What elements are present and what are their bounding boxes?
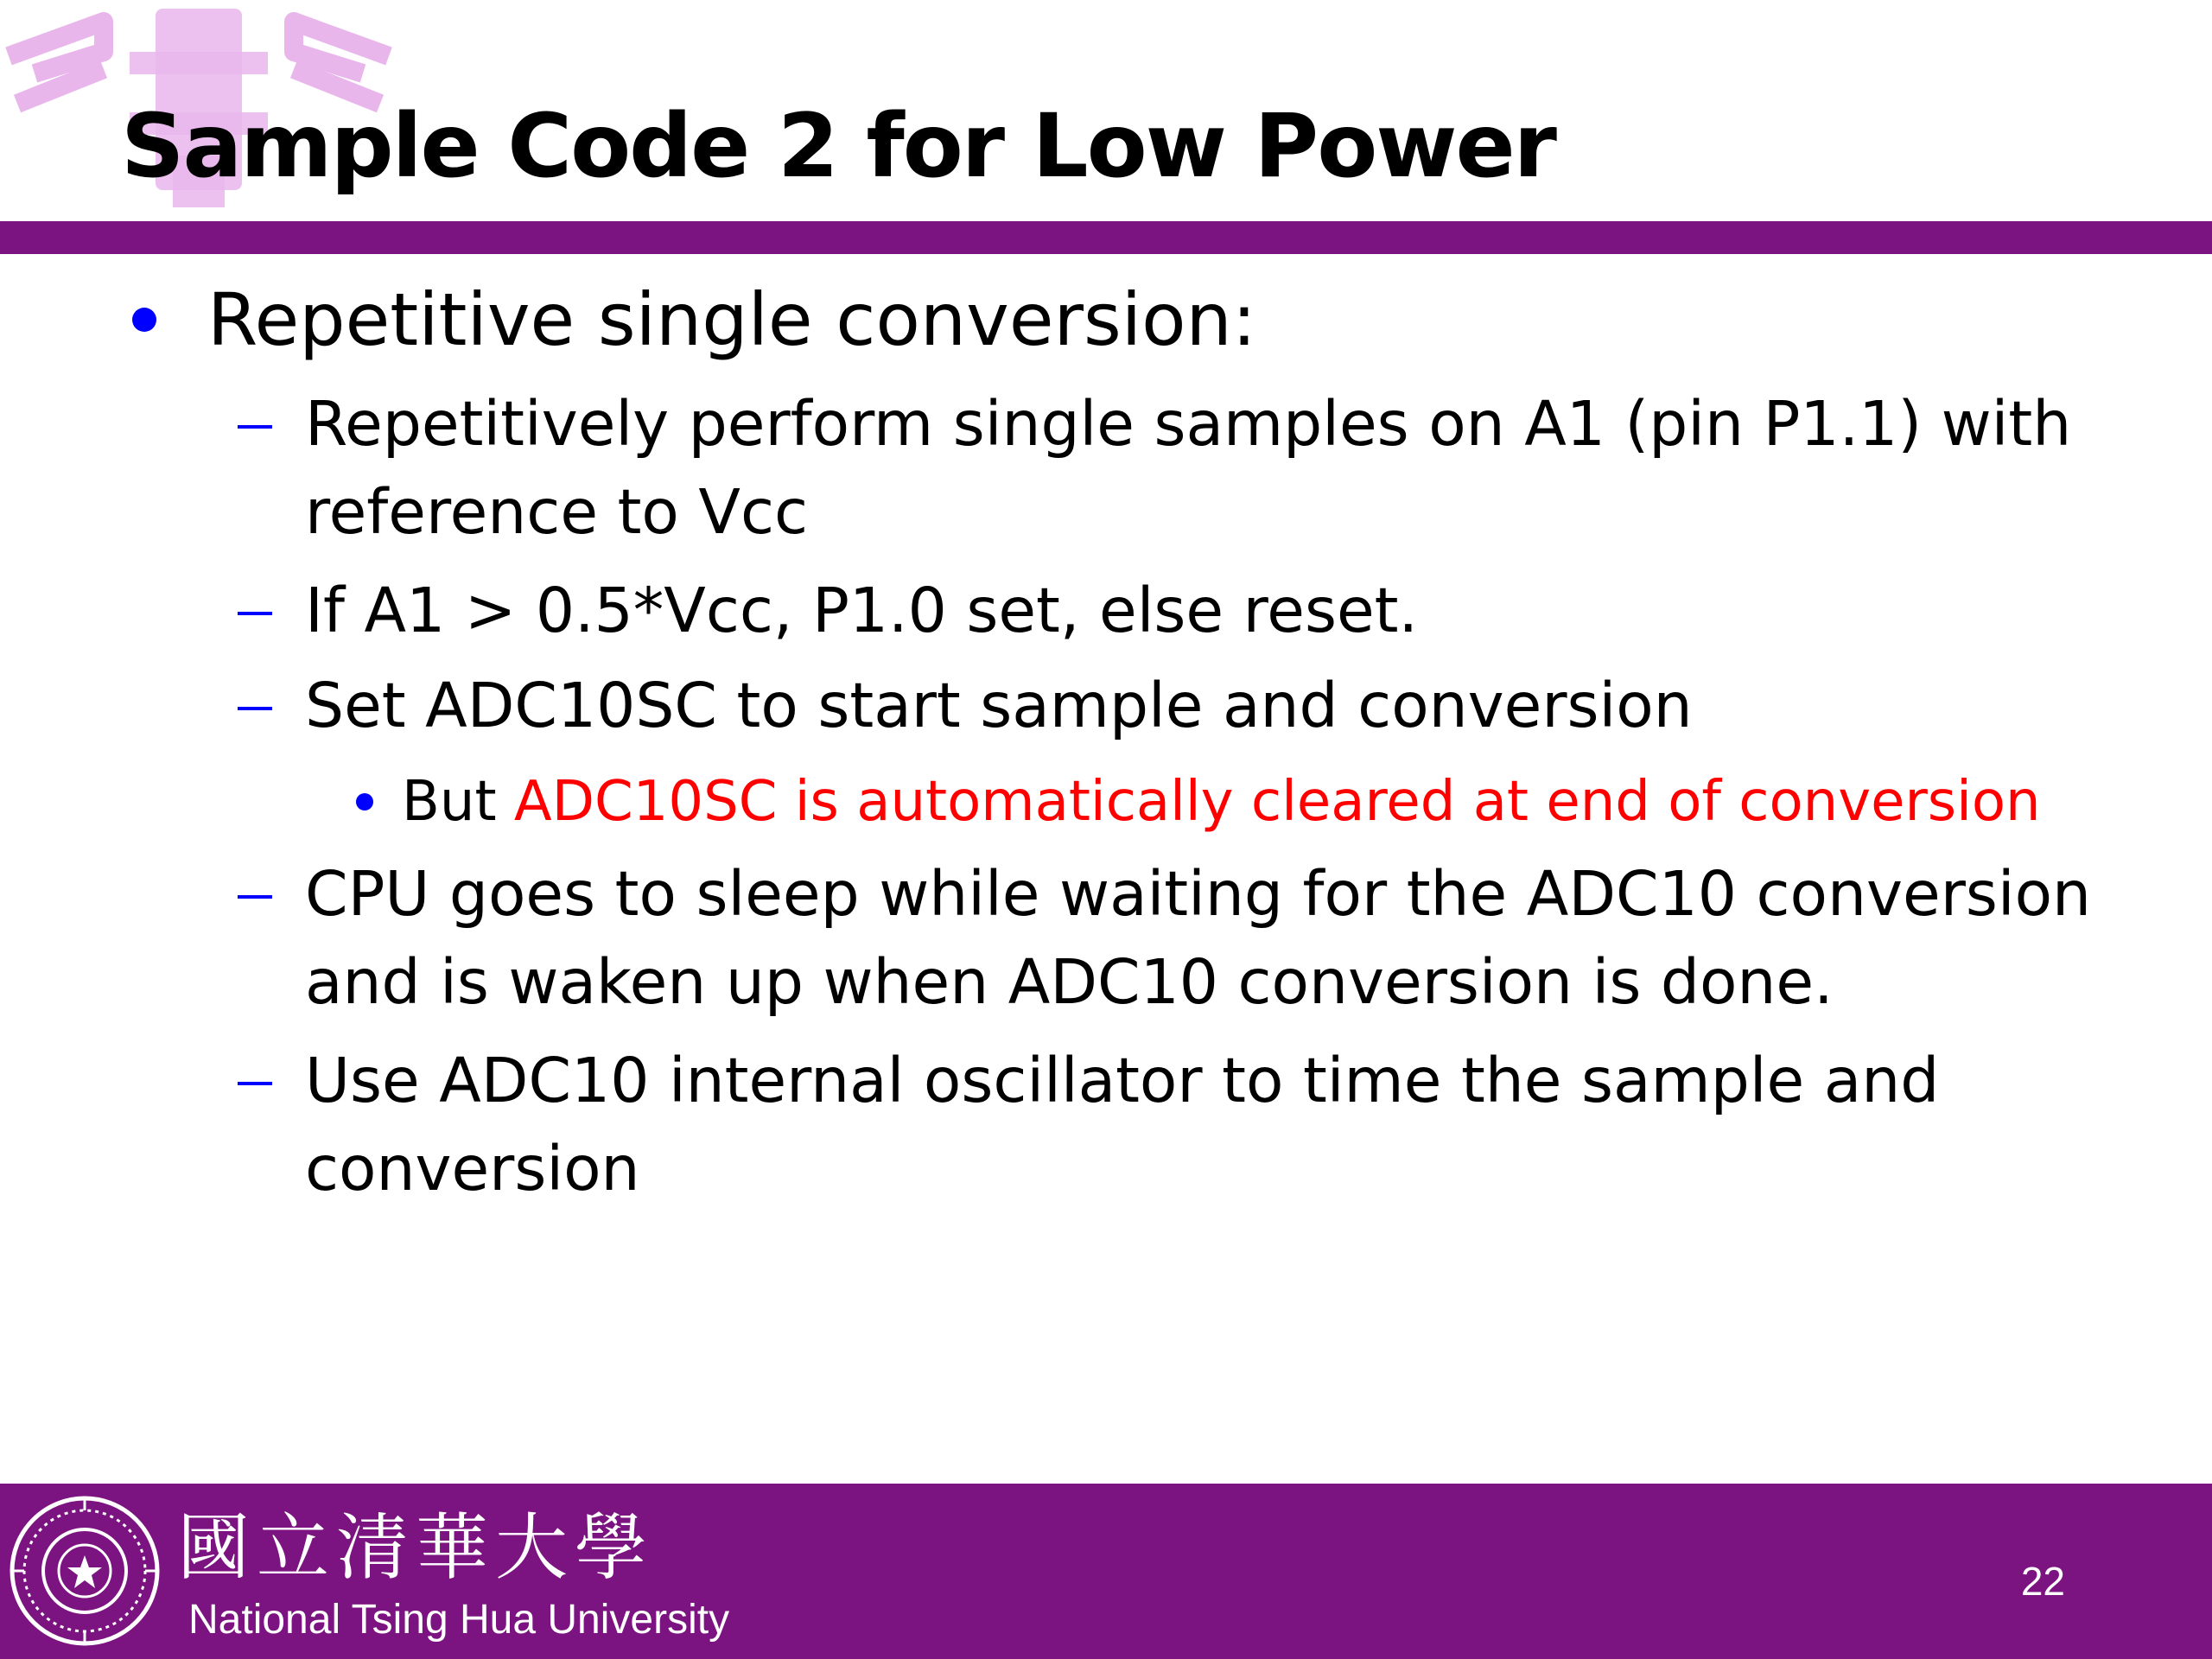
level3-bullet-icon [356, 793, 373, 810]
university-seal-icon [7, 1493, 162, 1649]
slide-title: Sample Code 2 for Low Power [121, 95, 1555, 198]
list-item-line: Use ADC10 internal oscillator to time the sample and [305, 1045, 1940, 1116]
sub-bullet-prefix: But [402, 770, 514, 834]
dash-icon [238, 707, 272, 710]
list-item-line: and is waken up when ADC10 conversion is done. [305, 946, 1834, 1018]
dash-icon [238, 425, 272, 429]
bullet-text: Repetitive single conversion: [207, 277, 1257, 362]
svg-text:國立清華大學: 國立清華大學 [177, 1505, 655, 1590]
dash-icon [238, 612, 272, 615]
list-item-line: Set ADC10SC to start sample and conversion [305, 670, 1693, 741]
list-item-line: Repetitively perform single samples on A1 (pin P1.1) with [305, 388, 2072, 460]
university-name-calligraphy [177, 1503, 696, 1590]
dash-icon [238, 1082, 272, 1085]
list-item-line: If A1 > 0.5*Vcc, P1.0 set, else reset. [305, 575, 1419, 646]
list-item-line: reference to Vcc [305, 476, 809, 548]
list-item-line: CPU goes to sleep while waiting for the ADC10 conversion [305, 858, 2092, 930]
sub-bullet-highlight: ADC10SC is automatically cleared at end of conversion [513, 770, 2041, 834]
level1-bullet-icon [132, 308, 156, 332]
title-underline-bar [0, 221, 2212, 254]
university-name-english: National Tsing Hua University [188, 1597, 730, 1643]
page-number: 22 [2020, 1559, 2065, 1604]
list-item-line: conversion [305, 1133, 640, 1205]
sub-bullet-text [402, 763, 2041, 841]
dash-icon [238, 895, 272, 899]
